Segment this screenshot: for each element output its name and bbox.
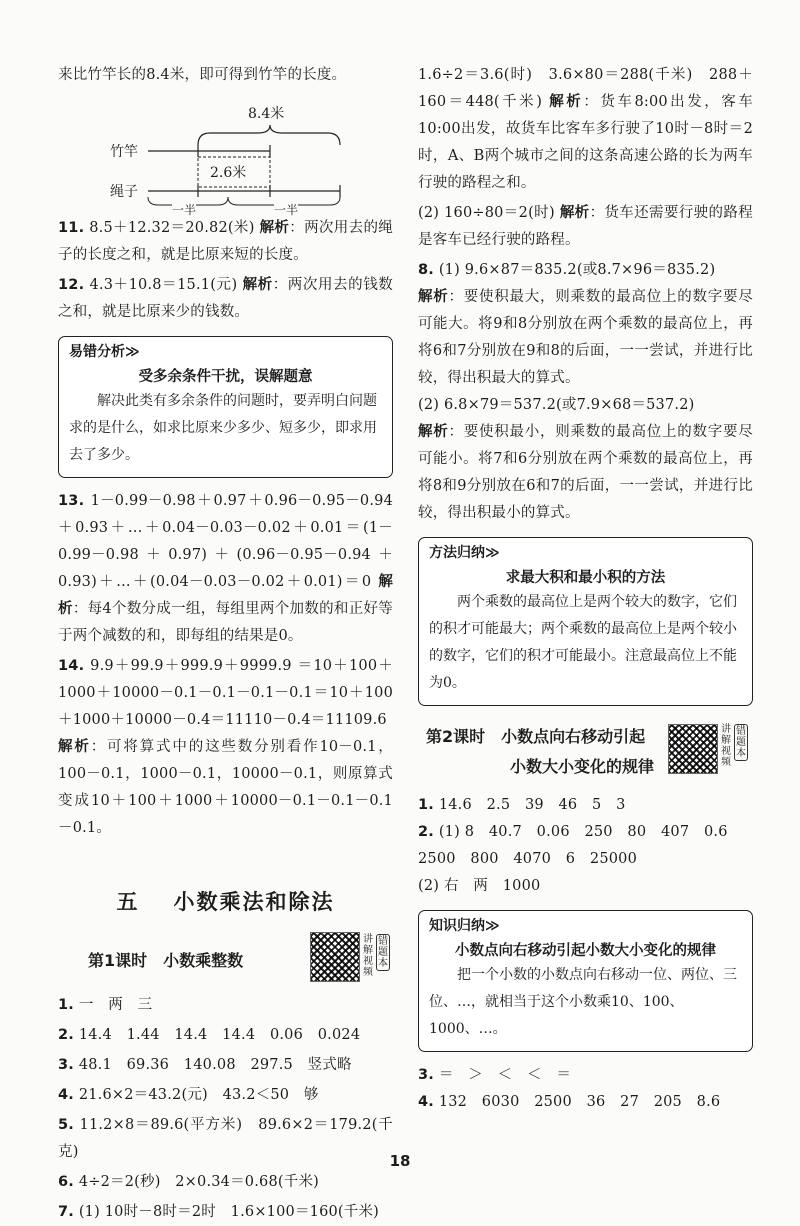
answer-number: 1. bbox=[418, 797, 434, 813]
line-diagram bbox=[58, 89, 393, 209]
question-8-analysis-2 bbox=[418, 419, 753, 527]
method-summary-box bbox=[418, 537, 753, 706]
error-analysis-title: 受多余条件干扰，误解题意 bbox=[138, 369, 313, 385]
q12-number: 12. bbox=[58, 277, 85, 293]
qr-video-label: 讲解视频 bbox=[721, 724, 731, 768]
qr-code-icon[interactable] bbox=[310, 932, 360, 982]
answer-text: (1) 10时－8时＝2时 1.6×100＝160(千米) bbox=[78, 1204, 380, 1220]
answer-text: 14.4 1.44 14.4 14.4 0.06 0.024 bbox=[78, 1027, 361, 1043]
qr-errorbook-label: 错题本 bbox=[736, 726, 746, 759]
answer-number: 3. bbox=[58, 1057, 74, 1073]
q14-number: 14. bbox=[58, 658, 85, 674]
q7-analysis: ：货车8:00出发，客车10:00出发，故货车比客车多行驶了10时－8时＝2时，A、B两个城市之间的这条高速公路的长为两车行驶的路程之和。 bbox=[418, 94, 754, 191]
answer-number: 4. bbox=[58, 1087, 74, 1103]
answer-text: 21.6×2＝43.2(元) 43.2＜50 够 bbox=[78, 1087, 319, 1103]
error-analysis-body: 解决此类有多余条件的问题时，要弄明白问题求的是什么，如求比原来少多少、短多少，即求用去了多少。 bbox=[69, 393, 377, 463]
q11-answer: 8.5＋12.32＝20.82(米) bbox=[89, 220, 255, 236]
question-7-part2 bbox=[418, 200, 753, 254]
answer-row bbox=[418, 1062, 753, 1089]
error-analysis-tag: 易错分析≫ bbox=[69, 344, 140, 360]
q8-analysis-key-2: 解析 bbox=[418, 424, 449, 440]
lesson-2-title-line1: 第2课时 小数点向右移动引起 bbox=[426, 727, 646, 746]
lesson-2-title-line2: 小数大小变化的规律 bbox=[510, 757, 655, 776]
lesson-2-answers-cont bbox=[418, 1062, 753, 1116]
q14-analysis-key: 解析 bbox=[58, 739, 91, 755]
answer-row bbox=[58, 1169, 393, 1196]
answer-row bbox=[418, 873, 753, 900]
answer-text: 2500 800 4070 6 25000 bbox=[418, 851, 638, 867]
question-14-analysis bbox=[58, 734, 393, 842]
answer-row bbox=[418, 792, 753, 819]
q7-answer: 1.6÷2＝3.6(时) 3.6×80＝288(千米) 288＋160＝448(千米) bbox=[418, 67, 753, 110]
q8-number: 8. bbox=[418, 262, 434, 278]
q8-answer-2: (2) 6.8×79＝537.2(或7.9×68＝537.2) bbox=[418, 397, 695, 413]
knowledge-summary-tag: 知识归纳≫ bbox=[429, 918, 500, 934]
q13-number: 13. bbox=[58, 493, 85, 509]
lesson-2-answers bbox=[418, 792, 753, 900]
q7-part2-answer: (2) 160÷80＝2(时) bbox=[418, 205, 555, 221]
question-11 bbox=[58, 215, 393, 269]
question-8-part2 bbox=[418, 392, 753, 419]
lesson-1-title: 第1课时 小数乘整数 bbox=[88, 951, 244, 970]
q12-analysis: ：两次用去的钱数之和，就是比原来少的钱数。 bbox=[58, 277, 393, 320]
q11-analysis-key: 解析 bbox=[259, 220, 290, 236]
part-label: 2.6米 bbox=[210, 165, 247, 181]
lesson-2-header bbox=[418, 720, 753, 792]
knowledge-summary-box bbox=[418, 910, 753, 1052]
answer-row bbox=[418, 819, 753, 846]
lesson-1-answers bbox=[58, 992, 393, 1226]
answer-row bbox=[418, 1089, 753, 1116]
answer-row bbox=[58, 1082, 393, 1109]
answer-row bbox=[58, 992, 393, 1019]
method-summary-title: 求最大积和最小积的方法 bbox=[505, 570, 666, 586]
q14-analysis: ：可将算式中的这些数分别看作10－0.1，100－0.1，1000－0.1，10000－0.1，则原算式变成10＋100＋1000＋10000－0.1－0.1－0.1－0.1。 bbox=[58, 739, 393, 836]
half1-label: 一半 bbox=[172, 203, 197, 217]
answer-number: 4. bbox=[418, 1094, 434, 1110]
left-column bbox=[58, 62, 393, 1226]
bamboo-label: 竹竿 bbox=[110, 144, 138, 160]
answer-text: 11.2×8＝89.6(平方米) 89.6×2＝179.2(千克) bbox=[58, 1117, 393, 1160]
chapter-heading bbox=[58, 886, 393, 916]
qr-code-icon[interactable] bbox=[668, 724, 718, 774]
q13-answer: 1－0.99－0.98＋0.97＋0.96－0.95－0.94＋0.93＋…＋0.04－0.03－0.02＋0.01＝(1－0.99－0.98＋0.97)＋(0.96－0.95－0.94＋0.93)＋…＋(0.04－0.03－0.02＋0.01)＝0 bbox=[58, 493, 393, 590]
answer-number: 2. bbox=[418, 824, 434, 840]
q13-analysis-key: 解析 bbox=[58, 574, 394, 617]
bamboo-rope-diagram bbox=[58, 89, 393, 217]
total-label: 8.4米 bbox=[248, 106, 285, 122]
answer-text: 132 6030 2500 36 27 205 8.6 bbox=[438, 1094, 721, 1110]
answer-text: 14.6 2.5 39 46 5 3 bbox=[438, 797, 626, 813]
half2-label: 一半 bbox=[274, 203, 299, 217]
answer-row bbox=[418, 846, 753, 873]
answer-row bbox=[58, 1052, 393, 1079]
knowledge-summary-title: 小数点向右移动引起小数大小变化的规律 bbox=[455, 943, 716, 959]
q7-part2-analysis: ：货车还需要行驶的路程是客车已经行驶的路程。 bbox=[418, 205, 753, 248]
q8-analysis-2: ：要使积最小，则乘数的最高位上的数字要尽可能小。将7和6分别放在两个乘数的最高位上，再将8和9分别放在6和7的后面，一一尝试，并进行比较，得出积最小的算式。 bbox=[418, 424, 754, 521]
q13-analysis: ：每4个数分成一组，每组里两个加数的和正好等于两个减数的和，即每组的结果是0。 bbox=[58, 601, 394, 644]
method-summary-body: 两个乘数的最高位上是两个较大的数字，它们的积才可能最大；两个乘数的最高位上是两个较小的数字，它们的积才可能最小。注意最高位上不能为0。 bbox=[429, 594, 737, 691]
answer-number: 7. bbox=[58, 1204, 74, 1220]
total-brace bbox=[198, 125, 340, 145]
qr-errorbook-label: 错题本 bbox=[378, 936, 388, 969]
answer-text: 48.1 69.36 140.08 297.5 竖式略 bbox=[78, 1057, 352, 1073]
knowledge-summary-body: 把一个小数的小数点向右移动一位、两位、三位、…，就相当于这个小数乘10、100、1000、…。 bbox=[429, 967, 737, 1037]
q12-analysis-key: 解析 bbox=[242, 277, 273, 293]
answer-text: (1) 8 40.7 0.06 250 80 407 0.6 bbox=[438, 824, 728, 840]
answer-number: 5. bbox=[58, 1117, 74, 1133]
answer-row bbox=[58, 1022, 393, 1049]
right-column bbox=[418, 62, 753, 1116]
q7-analysis-key: 解析 bbox=[549, 94, 584, 110]
question-14 bbox=[58, 653, 393, 734]
q11-number: 11. bbox=[58, 220, 85, 236]
answer-number: 1. bbox=[58, 997, 74, 1013]
q12-answer: 4.3＋10.8＝15.1(元) bbox=[89, 277, 238, 293]
page-number: 18 bbox=[389, 1152, 411, 1170]
answer-row bbox=[58, 1199, 393, 1226]
method-summary-tag: 方法归纳≫ bbox=[429, 545, 500, 561]
q14-answer: 9.9＋99.9＋999.9＋9999.9 ＝10＋100＋1000＋10000－0.1－0.1－0.1－0.1＝10＋100＋1000＋10000－0.4＝11110－0.4＝11109.6 bbox=[58, 658, 393, 728]
q8-answer-1: (1) 9.6×87＝835.2(或8.7×96＝835.2) bbox=[438, 262, 716, 278]
answer-text: 4÷2＝2(秒) 2×0.34＝0.68(千米) bbox=[78, 1174, 320, 1190]
answer-text: ＝ ＞ ＜ ＜ ＝ bbox=[438, 1067, 572, 1083]
question-7-continued bbox=[418, 62, 753, 197]
error-analysis-box bbox=[58, 336, 393, 478]
lesson-1-header bbox=[58, 930, 393, 992]
q7-part2-key: 解析 bbox=[559, 205, 590, 221]
q8-analysis-1: ：要使积最大，则乘数的最高位上的数字要尽可能大。将9和8分别放在两个乘数的最高位上，再将6和7分别放在9和8的后面，一一尝试，并进行比较，得出积最大的算式。 bbox=[418, 289, 754, 386]
question-8-analysis-1 bbox=[418, 284, 753, 392]
rope-label: 绳子 bbox=[110, 184, 138, 200]
chapter-title: 小数乘法和除法 bbox=[173, 890, 335, 914]
answer-number: 6. bbox=[58, 1174, 74, 1190]
question-12 bbox=[58, 272, 393, 326]
chapter-number: 五 bbox=[116, 890, 140, 914]
answer-text: (2) 右 两 1000 bbox=[418, 878, 541, 894]
q11-analysis: ：两次用去的绳子的长度之和，就是比原来短的长度。 bbox=[58, 220, 393, 263]
question-8 bbox=[418, 257, 753, 284]
answer-number: 3. bbox=[418, 1067, 434, 1083]
question-13 bbox=[58, 488, 393, 650]
qr-video-label: 讲解视频 bbox=[363, 934, 373, 978]
answer-number: 2. bbox=[58, 1027, 74, 1043]
q8-analysis-key-1: 解析 bbox=[418, 289, 449, 305]
intro-text: 来比竹竿长的8.4米，即可得到竹竿的长度。 bbox=[58, 67, 347, 83]
answer-text: 一 两 三 bbox=[78, 997, 153, 1013]
